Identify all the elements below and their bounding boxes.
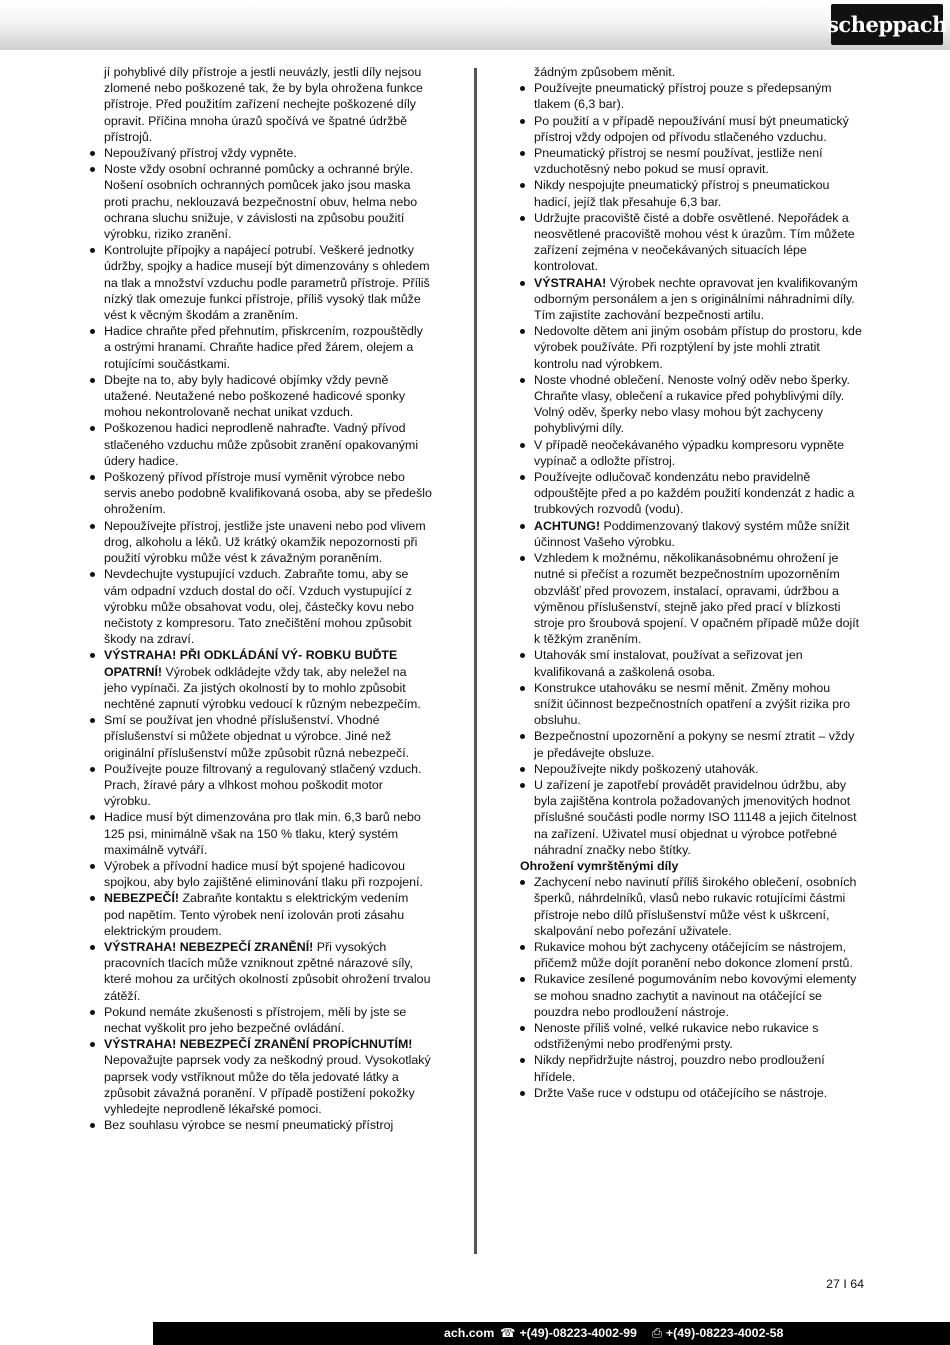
section-heading: Ohrožení vymrštěnými díly — [520, 858, 679, 873]
list-item-text: Nikdy nepřidržujte nástroj, pouzdro nebo prodloužení hřídele. — [534, 1053, 825, 1084]
list-item — [520, 761, 862, 777]
list-item-text: Poškozenou hadici neprodleně nahraďte. Vadný přívod stlačeného vzduchu může způsobit zranění opakovanými údery hadice. — [104, 421, 419, 468]
warning-label: ACHTUNG! — [534, 518, 601, 533]
page-number: 27 I 64 — [826, 1277, 864, 1291]
list-item-text: Nepoužívaný přístroj vždy vypněte. — [104, 146, 297, 161]
list-item-text: Nepoužívejte nikdy poškozený utahovák. — [534, 761, 759, 776]
footer-fax-number: +(49)-08223-4002-58 — [665, 1326, 784, 1340]
list-item — [520, 971, 862, 1020]
list-item — [520, 777, 862, 858]
list-item-text: Rukavice mohou být zachyceny otáčejícím se nástrojem, přičemž může dojít poranění nebo dokonce zlomení prstů. — [534, 939, 853, 971]
list-item — [520, 939, 862, 971]
list-item — [90, 420, 432, 469]
list-item-text: Nepoužívejte přístroj, jestliže jste unaveni nebo pod vlivem drog, alkoholu a léků. Už krátký okamžik nepozornosti při použití výrobku může vést k závažným poraněním. — [104, 518, 426, 566]
list-item — [520, 1052, 862, 1084]
list-item-text: Vzhledem k možnému, několikanásobnému ohrožení je nutné si přečíst a rozumět bezpečnostním upozorněním obzvlášť před provozem, instalací, opravami, údržbou a výměnou příslušenství, stejně jako před prací v blízkosti stroje pro šroubová spojení. V opačném případě může dojít k těžkým zraněním. — [534, 551, 860, 647]
list-item — [90, 1036, 432, 1117]
list-item — [520, 210, 862, 275]
list-item-text: Nevdechujte vystupující vzduch. Zabraňte tomu, aby se vám odpadní vzduch dostal do očí. Vzduch vystupující z výrobku může obsahovat vodu, olej, částečky kovu nebo nečistoty z kompresoru. Tato znečištění mohou způsobit škody na zdraví. — [104, 567, 414, 647]
list-item — [90, 145, 432, 161]
list-item — [90, 242, 432, 323]
right-column — [520, 64, 862, 1101]
bullet-list — [520, 80, 862, 858]
list-item — [520, 518, 862, 550]
list-item-text: Používejte pneumatický přístroj pouze s předepsaným tlakem (6,3 bar). — [534, 81, 832, 112]
list-item-text: Používejte odlučovač kondenzátu nebo pravidelně odpouštějte před a po každém použití kondenzát z hadic a trubkových rozvodů (vodu). — [534, 470, 855, 517]
list-item — [90, 939, 432, 1004]
list-item — [520, 469, 862, 518]
list-item — [90, 761, 432, 810]
footer-website: ach.com — [444, 1326, 495, 1340]
bullet-list — [90, 145, 432, 1133]
list-item — [520, 680, 862, 729]
list-item — [520, 550, 862, 647]
list-item — [520, 372, 862, 437]
list-item-text: Nepovažujte paprsek vody za neškodný proud. Vysokotlaký paprsek vody vstříknout může do těla jedovaté látky a způsobit závažná poranění. V případě postižení pokožky vyhledejte neprodleně lékařské pomoci. — [104, 1053, 431, 1116]
list-item — [520, 275, 862, 324]
list-item — [90, 1117, 432, 1133]
header-band — [0, 0, 950, 50]
list-item-text: Bezpečnostní upozornění a pokyny se nesmí ztratit – vždy je předávejte obsluze. — [534, 729, 855, 760]
footer-phone-number: +(49)-08223-4002-99 — [519, 1326, 637, 1340]
list-item-text: Konstrukce utahováku se nesmí měnit. Změny mohou snížit účinnost bezpečnostních opatření a zvýšit rizika pro obsluhu. — [534, 680, 851, 728]
list-item — [520, 113, 862, 145]
list-item-text: Zabraňte kontaktu s elektrickým vedením pod napětím. Tento výrobek není izolován proti zásahu elektrickým proudem. — [104, 891, 409, 938]
list-item-text: Hadice chraňte před přehnutím, přiskrcením, rozpouštědly a ostrými hranami. Chraňte hadice před žárem, olejem a rotujícími součástkami. — [104, 324, 423, 371]
footer-left-block — [0, 1322, 153, 1345]
list-item-text: Výrobek nechte opravovat jen kvalifikovaným odborným personálem a jen s originálními náhradními díly. Tím zajistíte zachování bezpečnosti artilu. — [534, 275, 858, 323]
list-item — [520, 728, 862, 760]
list-item — [90, 858, 432, 890]
list-item — [90, 712, 432, 761]
warning-label: VÝSTRAHA! PŘI ODKLÁDÁNÍ VÝ- ROBKU BUĎTE OPATRNÍ! — [104, 648, 398, 679]
list-item-text: Nedovolte dětem ani jiným osobám přístup do prostoru, kde výrobek používáte. Při rozptýlení by jste mohli ztratit kontrolu nad výrobkem. — [534, 324, 862, 371]
warning-label: NEBEZPEČÍ! — [104, 891, 180, 906]
list-item — [90, 647, 432, 712]
list-item — [520, 177, 862, 209]
list-item — [90, 566, 432, 647]
list-item — [520, 874, 862, 939]
warning-label: VÝSTRAHA! NEBEZPEČÍ ZRANĚNÍ! — [104, 939, 314, 954]
list-item-text: Poškozený přívod přístroje musí vyměnit výrobce nebo servis anebo podobně kvalifikovaná osoba, aby se předešlo ohrožením. — [104, 470, 432, 517]
left-column — [90, 64, 432, 1133]
list-item-text: Používejte pouze filtrovaný a regulovaný stlačený vzduch. Prach, žíravé páry a vlhkost mohou poškodit motor výrobku. — [104, 761, 422, 809]
list-item-text: Držte Vaše ruce v odstupu od otáčejícího se nástroje. — [534, 1085, 828, 1100]
footer-fax — [652, 1325, 783, 1341]
list-item — [90, 161, 432, 242]
list-item — [90, 1004, 432, 1036]
list-item-text: Nikdy nespojujte pneumatický přístroj s pneumatickou hadicí, jejíž tlak přesahuje 6,3 bar. — [534, 178, 830, 209]
list-item — [90, 372, 432, 421]
list-item-text: Hadice musí být dimenzována pro tlak min. 6,3 barů nebo 125 psi, minimálně však na 150 % tlaku, který systém maximálně vytváří. — [104, 810, 421, 857]
list-item — [90, 323, 432, 372]
bullet-list — [520, 874, 862, 1101]
footer-phone — [500, 1325, 637, 1341]
list-item — [520, 1085, 862, 1101]
brand-logo: scheppach — [831, 4, 943, 45]
list-item-text: V případě neočekávaného výpadku kompresoru vypněte vypínač a odložte přístroj. — [534, 437, 844, 468]
list-item-text: Bez souhlasu výrobce se nesmí pneumatický přístroj — [104, 1118, 394, 1133]
list-item-text: Smí se používat jen vhodné příslušenství. Vhodné příslušenství si můžete objednat u výrobce. Jiné než originální příslušenství může způsobit různá nebezpečí. — [104, 713, 410, 760]
continued-text: jí pohyblivé díly přístroje a jestli neuvázly, jestli díly nejsou zlomené nebo poškozené tak, že by byla ohrožena funkce přístroje. Před použitím zařízení nechejte poškozené díly opravit. Příčina mnoha úrazů spočívá ve špatné údržbě přístrojů. — [104, 65, 423, 144]
list-item-text: Noste vždy osobní ochranné pomůcky a ochranné brýle. Nošení osobních ochranných pomůcek jako jsou maska proti prachu, neklouzavá bezpečnostní obuv, helma nebo ochrana sluchu snižuje, v závislosti na způsobu použití výrobku, riziko zranění. — [104, 162, 418, 242]
warning-label: VÝSTRAHA! — [534, 275, 607, 290]
list-item — [520, 145, 862, 177]
list-item-text: Udržujte pracoviště čisté a dobře osvětlené. Nepořádek a neosvětlené pracoviště mohou vést k úrazům. Tím můžete zařízení zejména v neočekávaných situacích lépe kontrolovat. — [534, 210, 855, 274]
list-item-text: Pneumatický přístroj se nesmí používat, jestliže není vzduchotěsný nebo pokud se musí opravit. — [534, 146, 823, 177]
list-item-text: Poddimenzovaný tlakový systém může snížit účinnost Vašeho výrobku. — [534, 518, 850, 549]
list-item-text: Po použití a v případě nepoužívání musí být pneumatický přístroj vždy odpojen od přívodu stlačeného vzduchu. — [534, 113, 849, 144]
list-item — [90, 469, 432, 518]
column-divider — [474, 68, 477, 1254]
list-item-text: Rukavice zesílené pogumováním nebo kovovými elementy se mohou snadno zachytit a navinout na otáčející se pouzdra nebo prodloužení nástroje. — [534, 972, 857, 1019]
list-item — [520, 437, 862, 469]
list-item-text: Pokund nemáte zkušenosti s přístrojem, měli by jste se nechat vyškolit pro jeho bezpečné ovládání. — [104, 1004, 407, 1035]
list-item-text: Výrobek odkládejte vždy tak, aby neležel na jeho vypínači. Za jistých okolností by to mohlo způsobit nechtěné zapnutí výrobku vedoucí k různým nebezpečím. — [104, 664, 421, 711]
list-item — [90, 890, 432, 939]
list-item — [520, 323, 862, 372]
list-item — [520, 80, 862, 112]
list-item — [520, 1020, 862, 1052]
list-item-text: Zachycení nebo navinutí příliš širokého oblečení, osobních šperků, náhrdelníků, vlasů nebo rukavic rotujícími částmi přístroje nebo dílů příslušenství může vést k uškrcení, skalpování nebo pořezání uživatele. — [534, 875, 857, 938]
list-item-text: Dbejte na to, aby byly hadicové objímky vždy pevně utažené. Neutažené nebo poškozené hadicové sponky mohou nekontrolovaně nechat unikat vzduch. — [104, 372, 406, 420]
list-item — [90, 518, 432, 567]
list-item — [520, 647, 862, 679]
list-item-text: Kontrolujte přípojky a napájecí potrubí. Veškeré jednotky údržby, spojky a hadice musejí být dimenzovány s ohledem na tlak a množství vzduchu podle parametrů přístroje. Příliš nízký tlak omezuje funkci přístroje, příliš vysoký tlak může vést k věcným škodám a zraněním. — [104, 243, 430, 323]
continued-text: žádným způsobem měnit. — [534, 65, 676, 79]
list-item-text: Utahovák smí instalovat, používat a seřizovat jen kvalifikovaná a zaškolená osoba. — [534, 648, 803, 679]
warning-label: VÝSTRAHA! NEBEZPEČÍ ZRANĚNÍ PROPÍCHNUTÍM! — [104, 1037, 413, 1052]
fax-icon: ⎙ — [652, 1325, 662, 1340]
list-item-text: Výrobek a přívodní hadice musí být spojené hadicovou spojkou, aby bylo zajištěné eliminování tlaku při rozpojení. — [104, 858, 423, 890]
list-item-text: Noste vhodné oblečení. Nenoste volný oděv nebo šperky. Chraňte vlasy, oblečení a rukavice před pohyblivými díly. Volný oděv, šperky nebo vlasy mohou být zachyceny pohyblivými díly. — [534, 372, 850, 436]
phone-icon: ☎ — [500, 1325, 516, 1340]
list-item-text: Při vysokých pracovních tlacích může vzniknout zpětné nárazové síly, které mohou za určitých okolností způsobit ohrožení trvalou zátěží. — [104, 939, 431, 1003]
list-item-text: Nenoste příliš volné, velké rukavice nebo rukavice s odstřiženými nebo prodřenými prsty. — [534, 1020, 819, 1052]
list-item — [90, 809, 432, 858]
list-item-text: U zařízení je zapotřebí provádět pravidelnou údržbu, aby byla zajištěna kontrola požadovaných jmenovitých hodnot příslušné součásti podle normy ISO 11148 a jejich čitelnost na zařízení. Uživatel musí objednat u výrobce potřebné náhradní značky nebo štítky. — [534, 777, 857, 857]
